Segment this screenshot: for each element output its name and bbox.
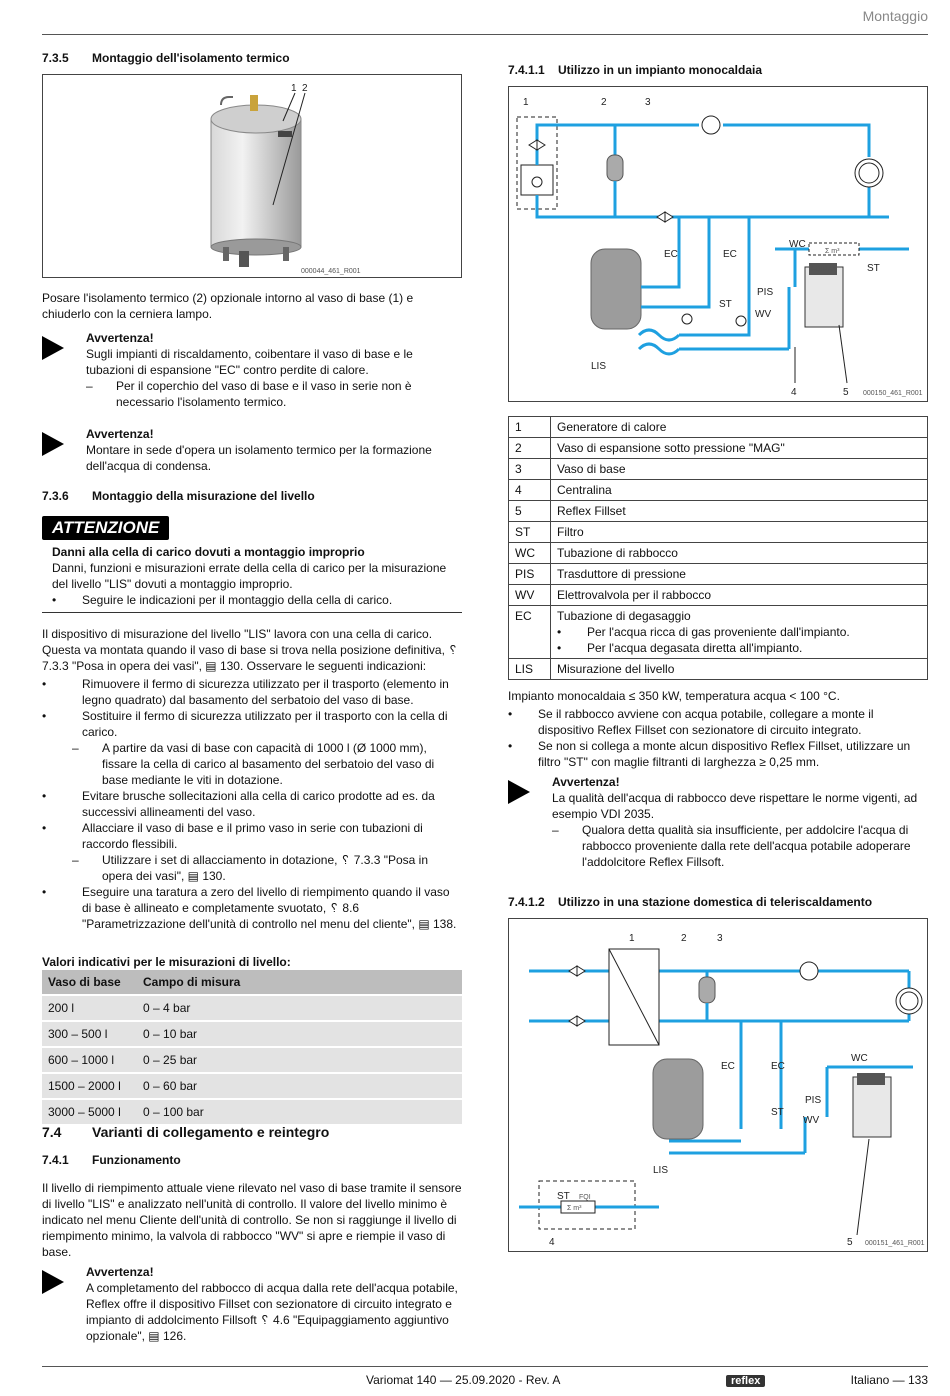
diagram-single-boiler: [508, 86, 928, 402]
footer-divider: [42, 1366, 928, 1367]
heading-7-3-5: [42, 50, 462, 66]
values-table: [42, 970, 462, 1126]
paragraph-single-boiler: Impianto monocaldaia ≤ 350 kW, temperatura acqua < 100 °C.: [508, 689, 840, 703]
list-item: • Rimuovere il fermo di sicurezza utilizzato per il trasporto (elemento in legno quadrato) dal basamento del serbatoio del vaso di base.: [42, 677, 449, 707]
svg-text:WC: WC: [851, 1053, 868, 1064]
svg-text:FQI: FQI: [579, 1194, 591, 1201]
paragraph-function: Il livello di riempimento attuale viene rilevato nel vaso di base tramite il sensore di livello "LIS" e analizzato nell'unità di controllo. Il valore del livello minimo è indicato nel menu Cliente dell'unità di controllo. Se non si raggiunge il livello di riempimento minimo, la valvola di rabbocco "WV" si apre e riempie il vaso di base.: [42, 1181, 462, 1259]
heading-7-4-1-2: [508, 894, 928, 910]
svg-text:LIS: LIS: [653, 1165, 669, 1176]
pump-icon: [800, 962, 818, 980]
insulated-tank-illustration: [43, 75, 461, 277]
control-unit: [805, 267, 843, 327]
table-row: 3000 – 5000 l 0 – 100 bar: [42, 1099, 462, 1125]
attention-box: ATTENZIONE Danni alla cella di carico dovuti a montaggio improprio Danni, funzioni e misurazioni errate della cella di carico per la misurazione del livello "LIS" dovuti a montaggio improprio. • Seguire le indicazioni per il montaggio della cella di carico.: [42, 516, 462, 613]
callout-2: 2: [302, 83, 308, 94]
hydraulic-schematic: [509, 919, 927, 1251]
note-arrow-icon: [42, 336, 64, 360]
note-text: Sugli impianti di riscaldamento, coibentare il vaso di base e le tubazioni di espansione "EC" contro perdite di calore.: [86, 347, 413, 377]
note-title: Avvertenza!: [86, 1265, 154, 1279]
list-item: • Evitare brusche sollecitazioni alla cella di carico prodotte ad es. da successivi allineamenti del vaso.: [42, 789, 435, 819]
pump-icon: [702, 116, 720, 134]
list-subitem: – Utilizzare i set di allacciamento in dotazione, ␦ 7.3.3 "Posa in opera dei vasi", ▤ 130.: [72, 853, 429, 883]
callout-1: 1: [291, 83, 297, 94]
svg-text:Σ m³: Σ m³: [825, 248, 840, 255]
svg-text:3: 3: [717, 933, 723, 944]
svg-text:4: 4: [791, 387, 797, 398]
table-row: LIS Misurazione del livello: [509, 659, 928, 680]
heading-text: Varianti di collegamento e reintegro: [92, 1124, 330, 1140]
table-row: 3 Vaso di base: [509, 459, 928, 480]
svg-text:LIS: LIS: [591, 361, 607, 372]
table-row: PIS Trasduttore di pressione: [509, 564, 928, 585]
svg-text:2: 2: [601, 97, 607, 108]
svg-text:1: 1: [523, 97, 529, 108]
svg-text:3: 3: [645, 97, 651, 108]
note-text: La qualità dell'acqua di rabbocco deve rispettare le norme vigenti, ad esempio VDI 2035.: [552, 791, 918, 821]
header-section-title: Montaggio: [862, 8, 928, 24]
note-2: [42, 426, 462, 474]
note-title: Avvertenza!: [86, 427, 154, 441]
svg-text:EC: EC: [723, 249, 737, 260]
note-arrow-icon: [42, 1270, 64, 1294]
table-row: 300 – 500 l 0 – 10 bar: [42, 1021, 462, 1047]
figure-insulation: [42, 74, 462, 278]
svg-text:WC: WC: [789, 239, 806, 250]
svg-text:EC: EC: [721, 1061, 735, 1072]
note-text: Montare in sede d'opera un isolamento termico per la formazione dell'acqua di condensa.: [86, 443, 432, 473]
diagram-district-heating: [508, 918, 928, 1252]
mag-vessel: [699, 977, 715, 1003]
svg-text:PIS: PIS: [805, 1095, 822, 1106]
heading-text: Funzionamento: [92, 1153, 181, 1167]
paragraph-lis: Il dispositivo di misurazione del livello "LIS" lavora con una cella di carico. Questa va montata quando il vaso di base si trova nella posizione definitiva, ␦ 7.3.3 "Posa in opera dei vasi", ▤ 130. Osservare le seguenti indicazioni:: [42, 627, 458, 673]
note-4: Avvertenza! La qualità dell'acqua di rabbocco deve rispettare le norme vigenti, ad esempio VDI 2035. – Qualora detta qualità sia insufficiente, per addolcire l'acqua di rabbocco proveniente dalla rete dell'acqua potabile adoperare l'addolcitore Reflex Fillsoft.: [508, 774, 928, 870]
heading-text: Montaggio della misurazione del livello: [92, 489, 315, 503]
paragraph-insulation: Posare l'isolamento termico (2) opzionale intorno al vaso di base (1) e chiuderlo con la cerniera lampo.: [42, 291, 414, 321]
table-row: WV Elettrovalvola per il rabbocco: [509, 585, 928, 606]
svg-text:FQIRA⁺: FQIRA⁺: [811, 266, 837, 273]
heading-number: 7.4.1.1: [508, 63, 545, 77]
heading-7-3-6: [42, 488, 462, 504]
svg-text:WV: WV: [755, 309, 772, 320]
table-header-row: [42, 970, 462, 995]
footer-document-info: Variomat 140 — 25.09.2020 - Rev. A: [366, 1373, 561, 1387]
base-vessel: [653, 1059, 703, 1139]
svg-text:ST: ST: [771, 1107, 784, 1118]
note-title: Avvertenza!: [552, 775, 620, 789]
svg-text:ST: ST: [719, 299, 732, 310]
svg-text:EC: EC: [664, 249, 678, 260]
heading-number: 7.4.1: [42, 1153, 69, 1167]
list-subitem: – A partire da vasi di base con capacità di 1000 l (Ø 1000 mm), fissare la cella di carico al basamento del serbatoio del vaso di base mediante le viti in dotazione.: [72, 741, 435, 787]
attention-label: ATTENZIONE: [42, 516, 169, 540]
note-title: Avvertenza!: [86, 331, 154, 345]
svg-text:ST: ST: [867, 263, 880, 274]
right-bullet-list: [508, 706, 928, 770]
list-item: • Se il rabbocco avviene con acqua potabile, collegare a monte il dispositivo Reflex Fillset con sezionatore di circuito integrato.: [508, 707, 874, 737]
table-row: 5 Reflex Fillset: [509, 501, 928, 522]
list-item: • Sostituire il fermo di sicurezza utilizzato per il trasporto con la cella di carico.: [42, 709, 448, 739]
list-item: • Allacciare il vaso di base e il primo vaso in serie con tubazioni di raccordo flessibili.: [42, 821, 423, 851]
svg-text:4: 4: [549, 1237, 555, 1248]
figure-caption: 000044_461_R001: [301, 268, 361, 275]
svg-text:EC: EC: [771, 1061, 785, 1072]
svg-text:Σ m³: Σ m³: [567, 1205, 582, 1212]
svg-text:5: 5: [847, 1237, 853, 1248]
note-dash-item: Per il coperchio del vaso di base e il vaso in serie non è necessario l'isolamento termico.: [116, 379, 412, 409]
heading-number: 7.3.6: [42, 489, 69, 503]
svg-text:PIS: PIS: [757, 287, 774, 298]
table-row: 1500 – 2000 l 0 – 60 bar: [42, 1073, 462, 1099]
control-unit: [853, 1077, 891, 1137]
table-row: 600 – 1000 l 0 – 25 bar: [42, 1047, 462, 1073]
note-3: [42, 1264, 462, 1344]
heading-text: Montaggio dell'isolamento termico: [92, 51, 290, 65]
heading-7-4-1: [42, 1152, 462, 1168]
mag-vessel: [607, 155, 623, 181]
table-row: WC Tubazione di rabbocco: [509, 543, 928, 564]
svg-text:ST: ST: [557, 1191, 570, 1202]
list-item: • Eseguire una taratura a zero del livello di riempimento quando il vaso di base è allineato e completamente svuotato, ␦ 8.6 "Parametrizzazione dell'unità di controllo nel menu del cliente", ▤ 138.: [42, 885, 457, 931]
figure-caption: 000150_461_R001: [863, 390, 923, 397]
svg-text:2: 2: [681, 933, 687, 944]
column-header: Campo di misura: [137, 970, 462, 995]
heading-text: Utilizzo in un impianto monocaldaia: [558, 63, 763, 77]
table-row: 2 Vaso di espansione sotto pressione "MAG": [509, 438, 928, 459]
table-row: ST Filtro: [509, 522, 928, 543]
heading-7-4-1-1: [508, 62, 928, 78]
heading-7-4: [42, 1124, 462, 1140]
reflex-logo: reflex: [726, 1372, 765, 1388]
legend-table: [508, 416, 928, 680]
table-row: EC Tubazione di degasaggio • Per l'acqua ricca di gas proveniente dall'impianto. • Per l'acqua degasata diretta all'impianto.: [509, 606, 928, 659]
values-title: Valori indicativi per le misurazioni di livello:: [42, 955, 291, 969]
heading-number: 7.3.5: [42, 51, 69, 65]
column-header: Vaso di base: [42, 970, 137, 995]
attention-bullet: Seguire le indicazioni per il montaggio della cella di carico.: [82, 593, 393, 607]
attention-title: Danni alla cella di carico dovuti a montaggio improprio: [52, 545, 365, 559]
list-item: • Se non si collega a monte alcun dispositivo Reflex Fillset, utilizzare un filtro "ST" con maglie filtranti di larghezza ≥ 0,25 mm.: [508, 739, 911, 769]
heading-text: Utilizzo in una stazione domestica di teleriscaldamento: [558, 895, 873, 909]
note-dash-item: Qualora detta qualità sia insufficiente, per addolcire l'acqua di rabbocco proveniente dalla rete dell'acqua potabile adoperare l'addolcitore Reflex Fillsoft.: [582, 823, 911, 869]
note-arrow-icon: [42, 432, 64, 456]
table-row: 1 Generatore di calore: [509, 417, 928, 438]
attention-text: Danni, funzioni e misurazioni errate della cella di carico per la misurazione del livello "LIS" dovuti a montaggio improprio.: [52, 561, 447, 591]
heat-generator: [521, 165, 553, 195]
note-1: Avvertenza! Sugli impianti di riscaldamento, coibentare il vaso di base e le tubazioni di espansione "EC" contro perdite di calore. – Per il coperchio del vaso di base e il vaso in serie non è necessario l'isolamento termico.: [42, 330, 462, 410]
hydraulic-schematic: [509, 87, 927, 401]
table-row: 4 Centralina: [509, 480, 928, 501]
heading-number: 7.4.1.2: [508, 895, 545, 909]
header-divider: [42, 34, 928, 35]
figure-caption: 000151_461_R001: [865, 1240, 925, 1247]
note-text: A completamento del rabbocco di acqua dalla rete dell'acqua potabile, Reflex offre il dispositivo Fillset con sezionatore di circuito integrato e impianto di addolcimento Fillsoft ␦ 4.6 "Equipaggiamento aggiuntivo opzionale", ▤ 126.: [86, 1281, 458, 1343]
table-row: 200 l 0 – 4 bar: [42, 995, 462, 1021]
heading-number: 7.4: [42, 1124, 62, 1140]
footer-page-number: Italiano — 133: [850, 1373, 928, 1387]
instruction-list: [42, 676, 462, 932]
svg-text:5: 5: [843, 387, 849, 398]
base-vessel: [591, 249, 641, 329]
note-arrow-icon: [508, 780, 530, 804]
svg-text:WV: WV: [803, 1115, 820, 1126]
svg-text:1: 1: [629, 933, 635, 944]
